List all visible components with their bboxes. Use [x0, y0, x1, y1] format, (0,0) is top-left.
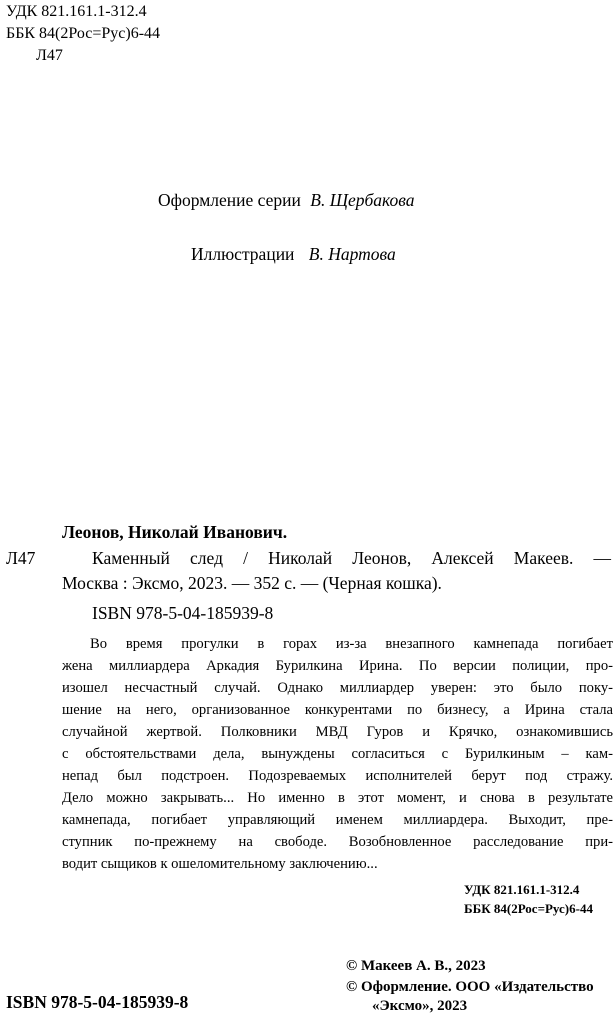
annotation: [62, 633, 613, 875]
annotation-line: непад был подстроен. Подозреваемых исполнителей берут под стражу.: [62, 768, 613, 784]
series-design-name: В. Щербакова: [310, 190, 415, 210]
catalog-title-line-2: Москва : Эксмо, 2023. — 352 с. — (Черная кошка).: [62, 573, 442, 593]
catalog-title-line-1: Каменный след / Николай Леонов, Алексей Макеев. —: [92, 548, 611, 568]
bottom-udk-code: УДК 821.161.1-312.4: [464, 882, 580, 897]
annotation-line: жена миллиардера Аркадия Бурилкина Ирина. По версии полиции, про-: [62, 658, 613, 674]
copyright-author: © Макеев А. В., 2023: [346, 958, 486, 974]
copyright-design: © Оформление. ООО «Издательство: [346, 979, 594, 995]
illustrations-label: Иллюстрации: [191, 244, 295, 264]
bbk-code: ББК 84(2Рос=Рус)6-44: [6, 25, 161, 42]
annotation-line: ступник по-прежнему на свободе. Возобновленное расследование при-: [62, 834, 613, 850]
series-design-label: Оформление серии: [158, 190, 301, 210]
series-design-credit: [158, 190, 415, 211]
author-mark: Л47: [36, 47, 63, 64]
bottom-bbk-code: ББК 84(2Рос=Рус)6-44: [464, 901, 593, 916]
catalog-mark: Л47: [6, 548, 36, 568]
annotation-line: с обстоятельствами дела, вынуждены согласиться с Бурилкиным – кам-: [62, 746, 613, 762]
catalog-isbn: ISBN 978-5-04-185939-8: [92, 603, 274, 623]
udk-code: УДК 821.161.1-312.4: [6, 3, 147, 20]
catalog-author: Леонов, Николай Иванович.: [62, 522, 288, 542]
illustrations-name: В. Нартова: [308, 244, 396, 264]
bottom-isbn: ISBN 978-5-04-185939-8: [6, 992, 189, 1012]
copyright-publisher: «Эксмо», 2023: [372, 998, 468, 1014]
annotation-line: изошел несчастный случай. Однако миллиардер уверен: это было поку-: [62, 680, 613, 696]
annotation-line: водит сыщиков к ошеломительному заключению...: [62, 856, 378, 872]
annotation-line: случайной жертвой. Полковники МВД Гуров и Крячко, ознакомившись: [62, 724, 613, 740]
annotation-line: Дело можно закрывать... Но именно в этот момент, и снова в результате: [62, 790, 613, 806]
annotation-line: камнепада, погибает управляющий именем миллиардера. Выходит, пре-: [62, 812, 613, 828]
annotation-line: Во время прогулки в горах из-за внезапного камнепада погибает: [90, 636, 613, 652]
annotation-line: шение на него, организованное конкурентами по бизнесу, а Ирина стала: [62, 702, 613, 718]
illustrations-credit: [191, 244, 396, 265]
